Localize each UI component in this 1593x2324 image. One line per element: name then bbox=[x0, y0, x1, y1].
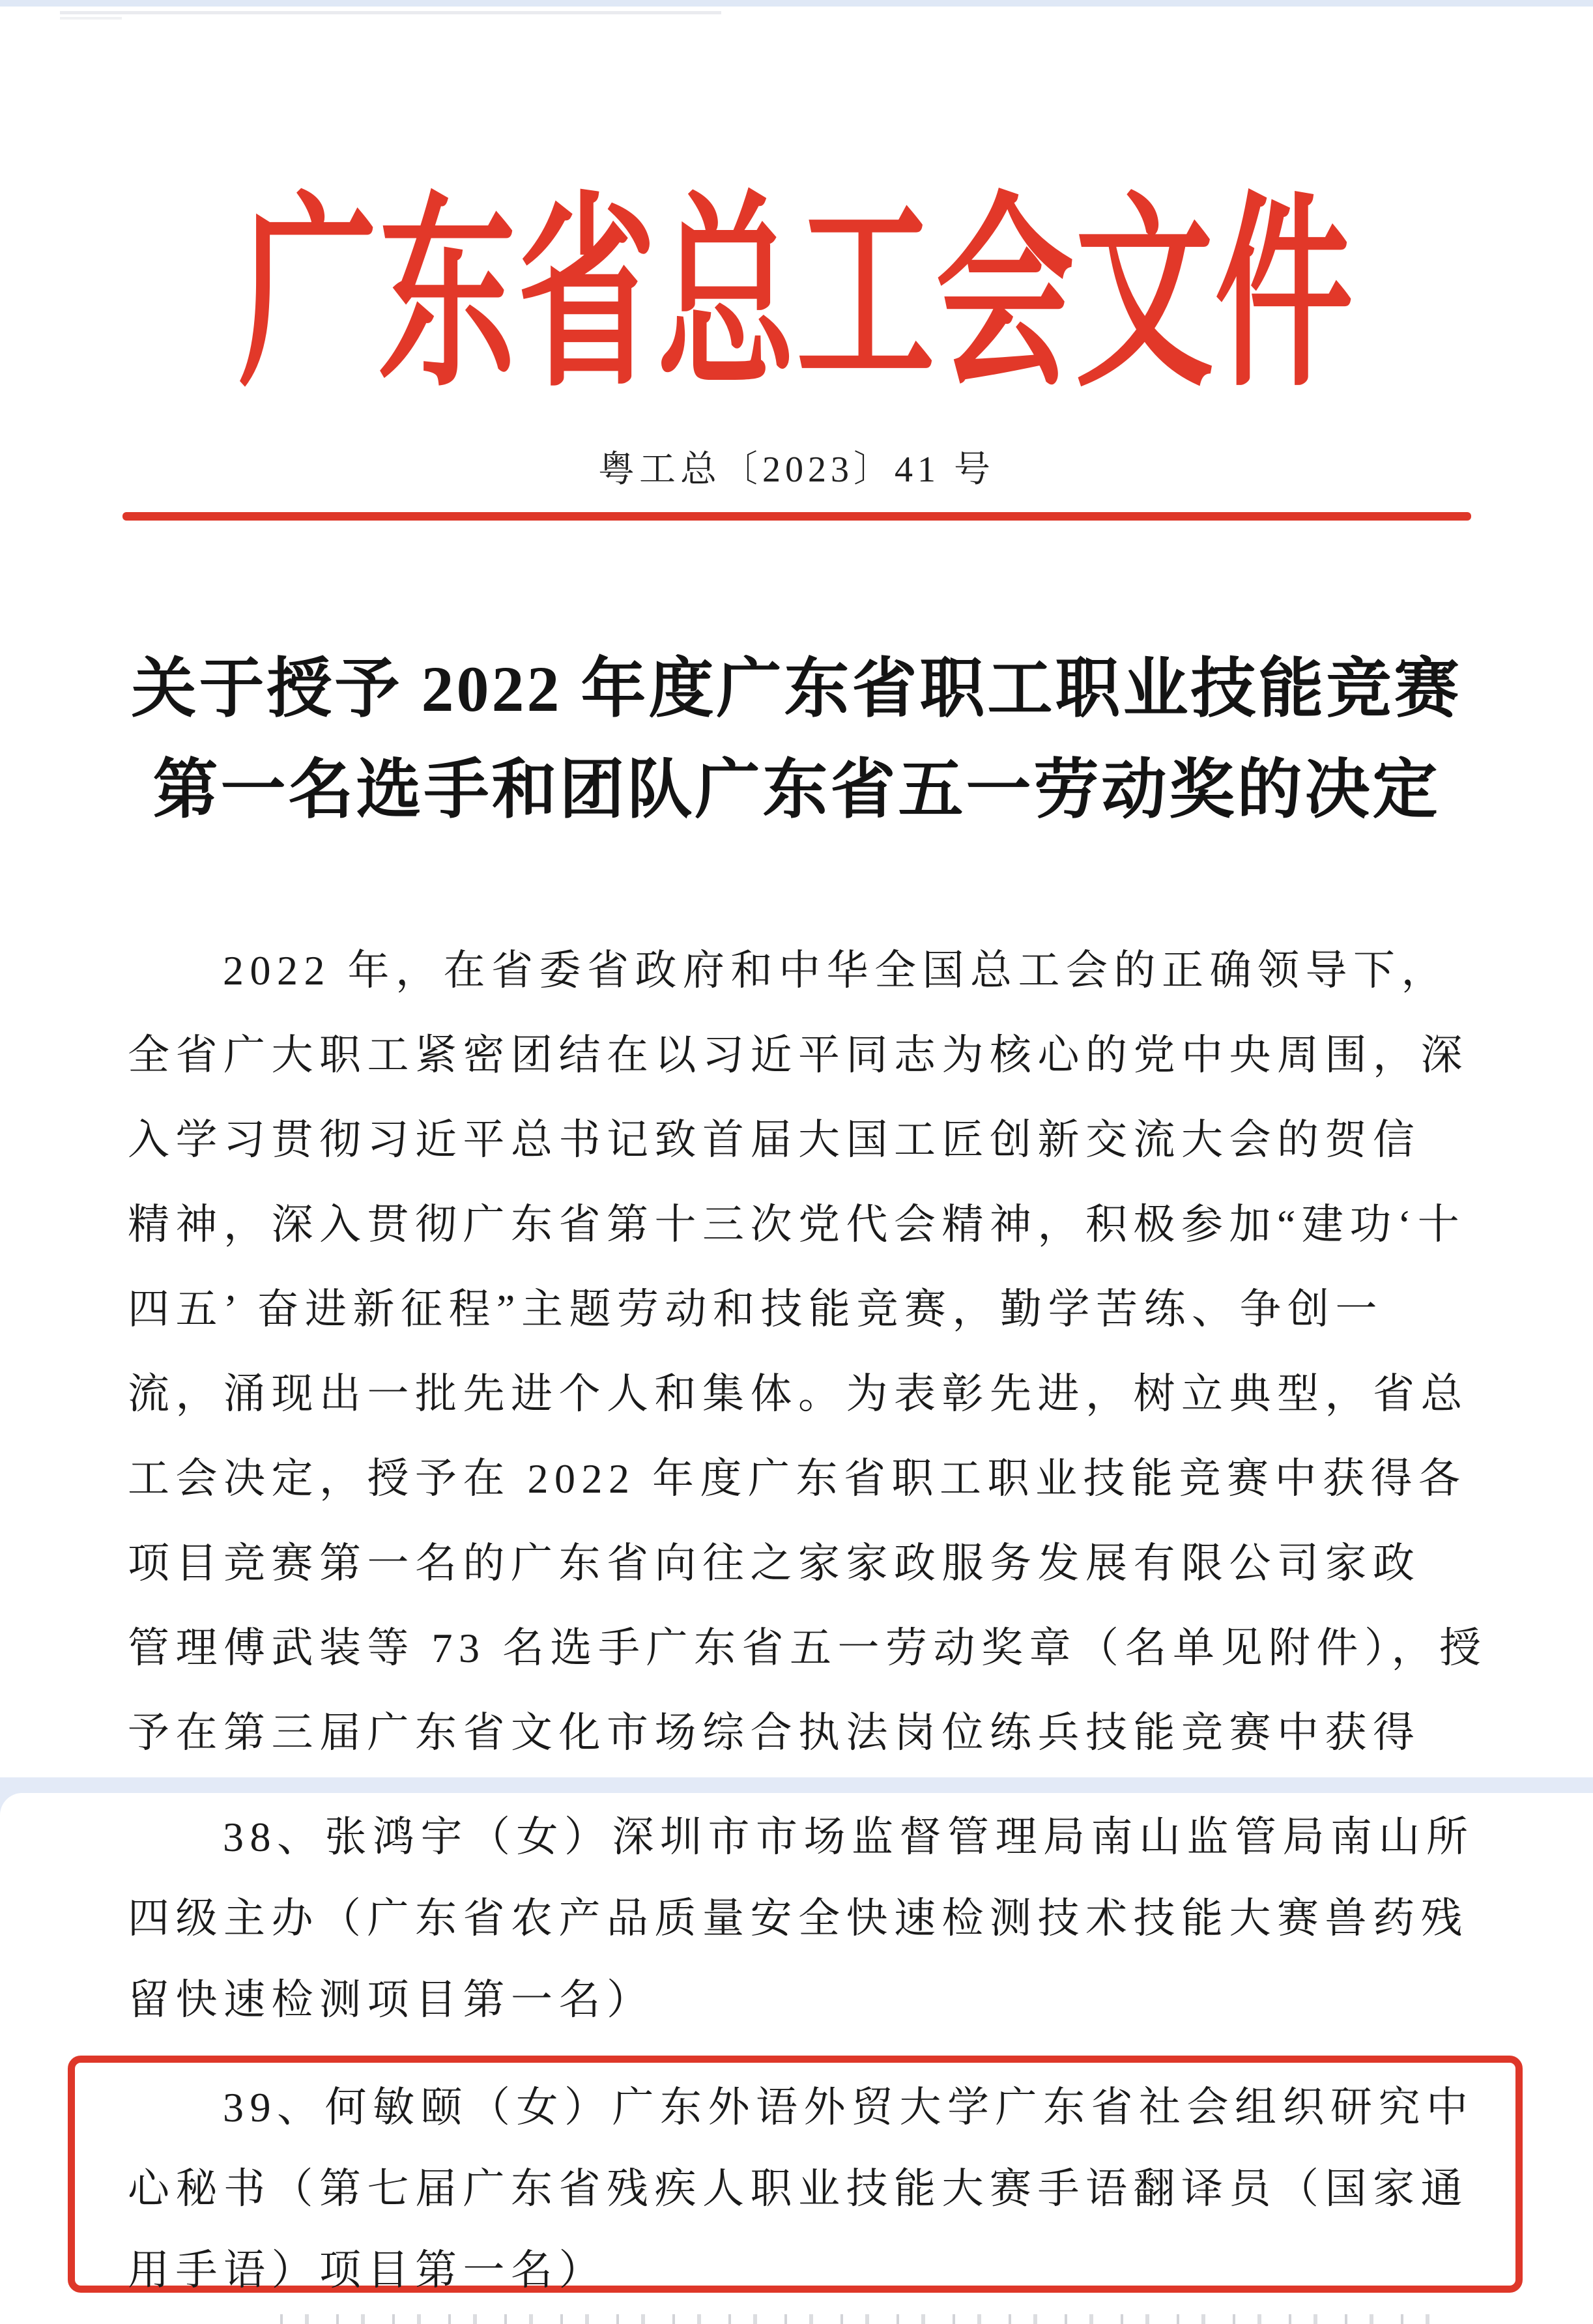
body-line: 项目竞赛第一名的广东省向往之家家政服务发展有限公司家政 bbox=[128, 1540, 1421, 1586]
list-item-38-line: 四级主办（广东省农产品质量安全快速检测技术技能大赛兽药残 bbox=[128, 1895, 1469, 1942]
body-line: 予在第三届广东省文化市场综合执法岗位练兵技能竞赛中获得 bbox=[128, 1710, 1421, 1756]
body-line: 工会决定，授予在 2022 年度广东省职工职业技能竞赛中获得各 bbox=[128, 1456, 1467, 1502]
document-number: 粤工总〔2023〕41 号 bbox=[598, 450, 995, 490]
red-rule-divider bbox=[122, 512, 1471, 521]
masthead-title: 广东省总工会文件 bbox=[238, 181, 1355, 411]
list-item-39-line: 39、何敏颐（女）广东外语外贸大学广东省社会组织研究中 bbox=[223, 2084, 1474, 2130]
list-item-39-line: 心秘书（第七届广东省残疾人职业技能大赛手语翻译员（国家通 bbox=[128, 2166, 1469, 2212]
body-line: 全省广大职工紧密团结在以习近平同志为核心的党中央周围，深 bbox=[128, 1032, 1469, 1078]
list-item-38-line: 38、张鸿宇（女）深圳市市场监督管理局南山监管局南山所 bbox=[223, 1814, 1474, 1860]
list-item-39-line: 用手语）项目第一名） bbox=[128, 2247, 607, 2293]
body-line: 流，涌现出一批先进个人和集体。为表彰先进，树立典型，省总 bbox=[128, 1371, 1469, 1417]
body-line: 入学习贯彻习近平总书记致首届大国工匠创新交流大会的贺信 bbox=[128, 1117, 1421, 1163]
document-title-line-2: 第一名选手和团队广东省五一劳动奖的决定 bbox=[152, 754, 1441, 826]
body-line: 精神，深入贯彻广东省第十三次党代会精神，积极参加“建功‘十 bbox=[128, 1201, 1466, 1248]
document-title-line-1: 关于授予 2022 年度广东省职工职业技能竞赛 bbox=[131, 653, 1462, 725]
top-blue-strip bbox=[0, 0, 1593, 7]
list-item-38 bbox=[128, 1796, 1483, 2041]
body-line: 四五’ 奋进新征程”主题劳动和技能竞赛，勤学苦练、争创一 bbox=[128, 1286, 1383, 1332]
body-line: 2022 年，在省委省政府和中华全国总工会的正确领导下， bbox=[223, 947, 1449, 994]
clipped-text-artifact-bottom bbox=[280, 2314, 1440, 2324]
list-item-38-line: 留快速检测项目第一名） bbox=[128, 1977, 655, 2023]
document-title bbox=[0, 653, 1593, 855]
body-line: 管理傅武装等 73 名选手广东省五一劳动奖章（名单见附件），授 bbox=[128, 1625, 1487, 1671]
panel-divider-band bbox=[0, 1777, 1593, 1794]
list-item-39 bbox=[128, 2067, 1483, 2311]
body-paragraph bbox=[128, 928, 1487, 1775]
clipped-text-artifact-top bbox=[60, 11, 721, 20]
